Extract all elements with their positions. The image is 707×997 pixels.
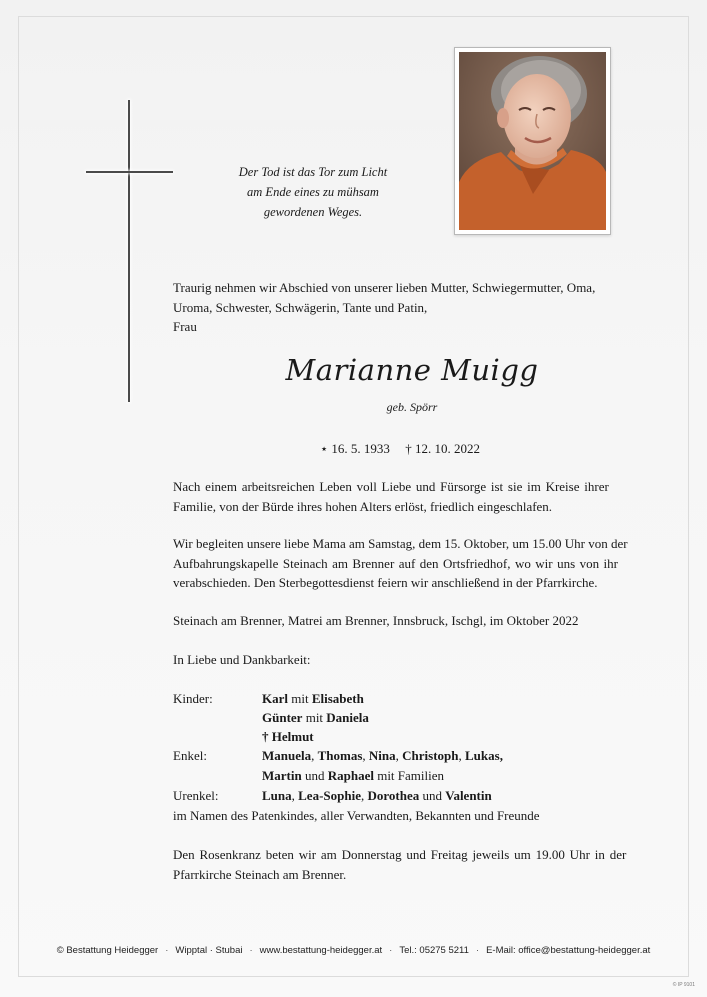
paragraph-passing bbox=[173, 477, 657, 516]
family-member: † Helmut bbox=[262, 729, 314, 744]
quote-line: gewordenen Weges. bbox=[263, 205, 363, 219]
intro-line: Uroma, Schwester, Schwägerin, Tante und Patin, bbox=[173, 299, 428, 315]
paragraph-rosary bbox=[173, 845, 657, 884]
paragraph-line: Pfarrkirche Steinach am Brenner. bbox=[173, 866, 347, 882]
quote-line: am Ende eines zu mühsam bbox=[247, 185, 379, 199]
paragraph-line: Nach einem arbeitsreichen Leben voll Liebe und Fürsorge ist sie im Kreise ihrer bbox=[173, 479, 609, 494]
family-connector: und bbox=[419, 788, 446, 803]
life-dates bbox=[200, 441, 600, 457]
family-names bbox=[262, 727, 314, 747]
maiden-name: geb. Spörr bbox=[386, 400, 438, 414]
portrait-illustration bbox=[459, 52, 606, 230]
family-member: Elisabeth bbox=[311, 691, 364, 706]
birth-date: ⋆ 16. 5. 1933 bbox=[320, 441, 390, 456]
footer-separator: · bbox=[475, 945, 480, 956]
family-names bbox=[262, 766, 444, 786]
portrait-photo bbox=[459, 52, 606, 230]
paragraph-funeral bbox=[173, 534, 657, 593]
portrait-frame bbox=[454, 47, 611, 235]
intro-text bbox=[173, 278, 657, 337]
print-code: © IP 9101 bbox=[672, 982, 695, 988]
cross-icon bbox=[128, 100, 130, 402]
family-member: Günter bbox=[262, 710, 303, 725]
family-member: Martin bbox=[262, 768, 302, 783]
family-member: Raphael bbox=[327, 768, 374, 783]
family-label: Enkel: bbox=[173, 748, 207, 763]
family-member: Daniela bbox=[326, 710, 369, 725]
footer-separator: · bbox=[165, 945, 169, 956]
paragraph-line: Wir begleiten unsere liebe Mama am Samstag, dem 15. Oktober, um 15.00 Uhr von der bbox=[173, 536, 628, 551]
footer-separator: · bbox=[389, 945, 393, 956]
footer-region: Wipptal · Stubai bbox=[175, 945, 243, 956]
paragraph-line: Den Rosenkranz beten wir am Donnerstag und Freitag jeweils um 19.00 Uhr in der bbox=[173, 847, 627, 862]
family-member: Manuela bbox=[262, 748, 312, 763]
family-connector: mit bbox=[302, 710, 327, 725]
paragraph-line: verabschieden. Den Sterbegottesdienst feiern wir anschließend in der Pfarrkirche. bbox=[173, 575, 598, 590]
quote-line: Der Tod ist das Tor zum Licht bbox=[238, 165, 388, 179]
family-names: Luna, Lea-Sophie, Dorothea und Valentin bbox=[262, 788, 492, 803]
family-member: Luna bbox=[262, 788, 292, 803]
family-label: Urenkel: bbox=[173, 788, 219, 803]
death-date: † 12. 10. 2022 bbox=[405, 441, 480, 456]
footer-email[interactable]: E-Mail: office@bestattung-heidegger.at bbox=[486, 945, 651, 956]
footer-separator: · bbox=[249, 945, 253, 956]
family-member: Valentin bbox=[445, 788, 492, 803]
family-member: Dorothea bbox=[367, 788, 420, 803]
family-names bbox=[262, 708, 369, 728]
paragraph-line: Familie, von der Bürde ihres hohen Alters erlöst, friedlich eingeschlafen. bbox=[173, 498, 553, 514]
family-connector: mit Familien bbox=[373, 768, 445, 783]
family-member: Christoph bbox=[402, 748, 459, 763]
places-date: Steinach am Brenner, Matrei am Brenner, Innsbruck, Ischgl, im Oktober 2022 bbox=[173, 613, 579, 628]
family-member: Karl bbox=[262, 691, 288, 706]
footer bbox=[36, 945, 671, 956]
family-member: Lea-Sophie bbox=[298, 788, 361, 803]
family-member: Thomas bbox=[317, 748, 363, 763]
family-member: Nina bbox=[368, 748, 396, 763]
closing-line: im Namen des Patenkindes, aller Verwandten, Bekannten und Freunde bbox=[173, 808, 540, 823]
intro-line: Frau bbox=[173, 319, 197, 334]
gratitude-line: In Liebe und Dankbarkeit: bbox=[173, 652, 311, 667]
footer-phone: Tel.: 05275 5211 bbox=[399, 945, 469, 956]
family-names: Manuela, Thomas, Nina, Christoph, Lukas, bbox=[262, 748, 503, 763]
cross-icon-bar bbox=[86, 171, 173, 173]
family-member: Lukas, bbox=[465, 748, 503, 763]
footer-website[interactable]: www.bestattung-heidegger.at bbox=[259, 945, 383, 956]
family-names bbox=[262, 689, 364, 709]
family-connector: mit bbox=[288, 691, 312, 706]
intro-line: Traurig nehmen wir Abschied von unserer lieben Mutter, Schwiegermutter, Oma, bbox=[173, 280, 596, 295]
deceased-name: Marianne Muigg bbox=[285, 353, 539, 387]
family-label: Kinder: bbox=[173, 691, 213, 706]
paragraph-line: Aufbahrungskapelle Steinach am Brenner auf den Ortsfriedhof, wo wir uns von ihr bbox=[173, 555, 618, 571]
footer-company: © Bestattung Heidegger bbox=[56, 945, 159, 956]
quote bbox=[218, 162, 408, 222]
family-connector: und bbox=[301, 768, 328, 783]
